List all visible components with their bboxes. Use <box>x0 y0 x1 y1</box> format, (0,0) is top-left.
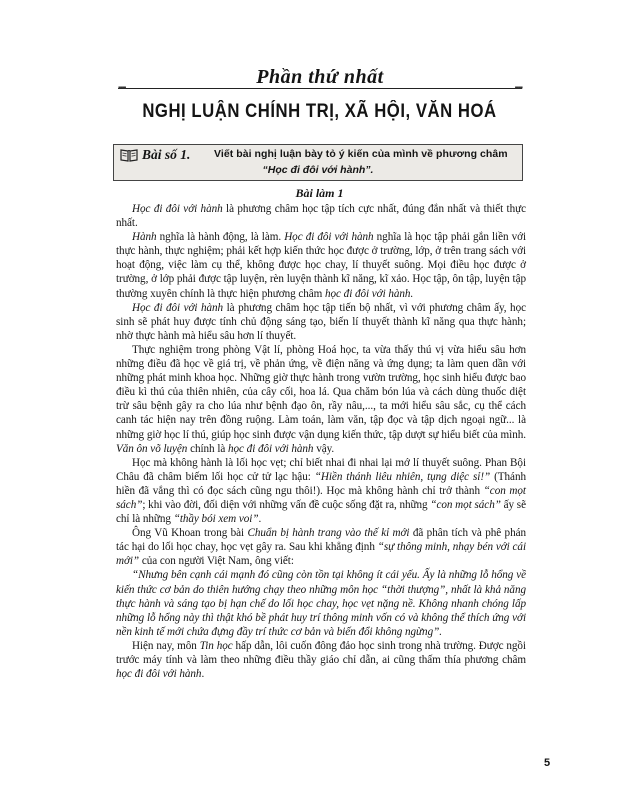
text: là phương châm học tập tiến bộ nhất, vì với phương châm ấy, học sinh sẽ phát huy được tính chủ động sáng tạo, biến lí thuyết thành kĩ năng qua thực hành; nhờ thực hành mà hiểu sâu hơn lí thuyết. <box>116 301 526 342</box>
quote: “con mọt sách” <box>116 484 526 511</box>
phrase: Tin học <box>199 639 233 652</box>
paragraph-8 <box>116 639 526 681</box>
text: Ông Vũ Khoan trong bài <box>132 527 248 540</box>
text: vậy. <box>313 442 335 455</box>
text: nghĩa là học tập phải gắn liền với thực hành, thực nghiệm; phải kết hợp kiến thức học được ở trường, lớp, ở trên trang sách với hoạt động, việc làm cụ thể, không được học chay, lí thuyết suông. Mọi điều học được ở trường, ở lớp phải được tập luyện, rèn luyện thành kĩ năng, kĩ xảo. Học tập, ôn tập, luyện tập thường xuyên chính là thực hiện phương châm <box>116 231 527 300</box>
essay-heading: Bài làm 1 <box>295 186 344 200</box>
paragraph-7-quote: “Nhưng bên cạnh cái mạnh đó cũng còn tồn tại không ít cái yếu. Ấy là những lỗ hổng về kiến thức cơ bản do thiên hướng chạy theo những môn học “thời thượng”, nhất là khả năng thực hành và sáng tạo bị hạn chế do lối học chay, học vẹt nặng nề. Không nhanh chóng lấp những lỗ hổng này thì thật khó bề phát huy trí thông minh vốn có và không thể thích ứng với nền kinh tế mới chứa đựng đầy trí thức cơ bản và biến đổi không ngừng”. <box>116 569 526 638</box>
text: (Thánh hiền đã vắng thì có đọc sách cũng ngu thôi!). Học mà không hành chỉ trở thành <box>116 470 526 497</box>
phrase: học đi đôi với hành <box>228 442 314 455</box>
text: là phương châm học tập tích cực nhất, đúng đắn nhất và thiết thực nhất. <box>116 203 527 230</box>
quote: “thầy bói xem voi” <box>173 513 259 526</box>
ornament-left: ▪▪▪▪ <box>118 83 126 92</box>
paragraph-6 <box>116 526 526 568</box>
text: đã phân tích và phê phán tác hại do lối học chay, học vẹt gây ra. Sau khi khẳng định <box>116 527 526 554</box>
text: của con người Việt Nam, ông viết: <box>139 555 294 568</box>
text: ; khi vào đời, đối diện với những vấn đề cuộc sống đặt ra, những <box>142 498 431 511</box>
phrase: học đi đôi với hành <box>116 668 202 681</box>
paragraph-4 <box>116 343 526 456</box>
quote: “sự thông minh, nhạy bén với cái mới” <box>116 541 526 568</box>
ornament-right: ▪▪▪▪ <box>514 83 522 92</box>
text: Hiện nay, môn <box>132 639 200 652</box>
paragraph-3 <box>116 301 526 343</box>
text: chính là <box>187 442 228 455</box>
quote: “Hiền thánh liêu nhiên, tụng diệc sỉ!” <box>314 470 491 483</box>
text: . <box>201 668 205 681</box>
task-box <box>113 144 523 181</box>
task-label: Bài số 1. <box>142 147 191 162</box>
part-title: Phần thứ nhất <box>246 66 393 88</box>
task-question-line2: “Học đi đôi với hành”. <box>262 164 374 176</box>
phrase: học đi đôi với hành. <box>325 287 414 300</box>
text: ấy sẽ chỉ là những <box>116 498 526 526</box>
page-number: 5 <box>544 757 551 769</box>
title: Chuẩn bị hành trang vào thế kỉ mới <box>247 527 410 540</box>
paragraph-1 <box>116 202 526 230</box>
phrase: Hành <box>132 231 157 244</box>
text: . <box>258 513 262 526</box>
paragraph-2 <box>116 230 526 300</box>
section-title: NGHỊ LUẬN CHÍNH TRỊ, XÃ HỘI, VĂN HOÁ <box>142 101 497 122</box>
quote: “con mọt sách” <box>430 498 501 511</box>
text: Thực nghiệm trong phòng Vật lí, phòng Hoá học, ta vừa thấy thú vị vừa hiểu sâu hơn những điều đã học về giá trị, về phản ứng, về điện năng và ứng dụng; ta làm quen dần với những phát minh khoa học. Những giờ thực hành trong vườn trường, học sinh hiểu được bao điều kì thú của thiên nhiên, của cây cối, hoa lá. Qua chăm bón lúa và cách dùng thuốc diệt trừ sâu bệnh gây ra cho lúa như bệnh đạo ôn, rầy nâu,..., ta mới hiểu sâu sắc, cụ thể cách canh tác hiện nay trên đồng ruộng. Làm toán, làm văn, tập đọc và tập dịch ngoại ngữ... là những giờ học lí thú, giúp học sinh được vận dụng kiến thức, tập dượt sự hiểu biết của mình. <box>116 343 526 441</box>
phrase: Học đi đôi với hành <box>132 203 223 215</box>
task-question-line1: Viết bài nghị luận bày tỏ ý kiến của mình về phương châm <box>214 148 508 160</box>
text: nghĩa là hành động, là làm. <box>156 231 285 244</box>
phrase: Văn ôn võ luyện <box>116 442 188 455</box>
phrase: Học đi đôi với hành <box>132 301 224 314</box>
text: Học mà không hành là lối học vẹt; chỉ biết nhai đi nhai lại mớ lí thuyết suông. Phan Bội Châu đã châm biếm lối học cử tử lạc hậu: <box>116 456 526 483</box>
paragraph-5 <box>116 456 526 526</box>
text: hấp dẫn, lôi cuốn đông đảo học sinh trong nhà trường. Được ngồi trước máy tính và làm theo những điều thầy giáo chỉ dẫn, ai cũng thấm thía phương châm <box>116 639 526 666</box>
part-heading <box>118 64 522 100</box>
essay-body <box>116 202 526 681</box>
phrase: Học đi đôi với hành <box>284 231 374 244</box>
